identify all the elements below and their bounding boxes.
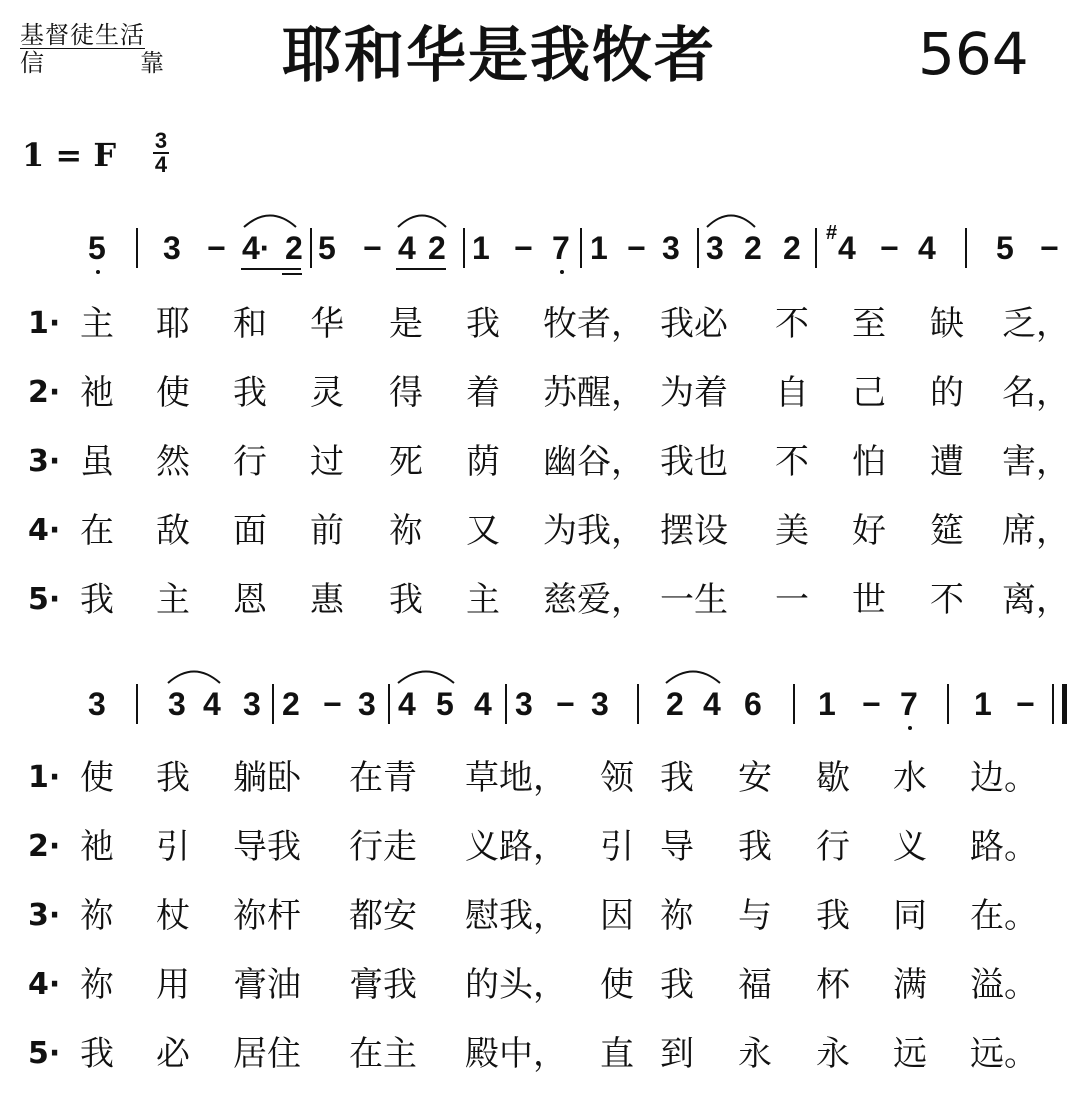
lyric-syllable: 与 — [738, 896, 772, 936]
lyric-syllable: 我 — [389, 580, 423, 620]
barline — [580, 228, 582, 268]
lyric-syllable: 我也 — [660, 442, 728, 482]
lyric-syllable: 行 — [816, 827, 850, 867]
verse-number: 1· — [28, 760, 61, 795]
lyric-syllable: 草地， — [465, 758, 567, 798]
note: 2 — [783, 230, 801, 266]
note: 3 — [88, 686, 106, 722]
barline — [463, 228, 465, 268]
note: 3 — [358, 686, 376, 722]
lyric-syllable: 殿中， — [465, 1034, 567, 1074]
note: 3 — [515, 686, 533, 722]
lyric-syllable: 慰我， — [465, 896, 567, 936]
octave-dot-low — [96, 270, 100, 274]
lyric-syllable: 遭 — [930, 442, 964, 482]
barline — [1062, 684, 1067, 724]
slur-arc — [396, 668, 456, 684]
lyric-verse-1 — [0, 304, 1080, 344]
subcategory-label — [20, 50, 164, 76]
lyric-syllable: 摆设 — [660, 511, 728, 551]
lyric-syllable: 然 — [156, 442, 190, 482]
barline — [965, 228, 967, 268]
verse-number: 2· — [28, 829, 61, 864]
barline — [637, 684, 639, 724]
lyric-syllable: 义路， — [465, 827, 567, 867]
lyric-syllable: 主 — [80, 304, 114, 344]
lyric-syllable: 行 — [233, 442, 267, 482]
lyric-syllable: 主 — [466, 580, 500, 620]
lyric-syllable: 荫 — [466, 442, 500, 482]
lyric-syllable: 为我， — [543, 511, 645, 551]
lyric-syllable: 虽 — [80, 442, 114, 482]
verse-number: 2· — [28, 375, 61, 410]
note: − — [363, 230, 382, 266]
lyric-syllable: 前 — [310, 511, 344, 551]
lyric-syllable: 我 — [816, 896, 850, 936]
note: 5 — [436, 686, 454, 722]
hymn-title: 耶和华是我牧者 — [282, 21, 716, 91]
note: 4· — [242, 230, 271, 266]
note: 4 — [474, 686, 492, 722]
note: 4 — [703, 686, 721, 722]
note: − — [514, 230, 533, 266]
note: 3 — [706, 230, 724, 266]
lyric-syllable: 使 — [156, 373, 190, 413]
lyric-syllable: 美 — [775, 511, 809, 551]
barline — [272, 684, 274, 724]
lyric-syllable: 筵 — [930, 511, 964, 551]
lyric-syllable: 我 — [233, 373, 267, 413]
key-signature: 1 = F — [22, 136, 117, 174]
lyric-syllable: 领 — [600, 758, 634, 798]
lyric-syllable: 因 — [600, 896, 634, 936]
note: 3 — [243, 686, 261, 722]
note: 7 — [552, 230, 570, 266]
lyric-syllable: 引 — [156, 827, 190, 867]
slur-arc — [166, 668, 222, 684]
lyric-syllable: 使 — [600, 965, 634, 1005]
barline — [310, 228, 312, 268]
lyric-syllable: 又 — [466, 511, 500, 551]
lyric-syllable: 名， — [1002, 373, 1070, 413]
lyric-verse-5 — [0, 1034, 1080, 1074]
beam-underline — [241, 268, 301, 270]
beam-underline — [282, 273, 302, 275]
note: 3 — [662, 230, 680, 266]
lyric-syllable: 安 — [738, 758, 772, 798]
verse-number: 4· — [28, 513, 61, 548]
lyric-syllable: 永 — [816, 1034, 850, 1074]
note: 1 — [974, 686, 992, 722]
lyric-syllable: 华 — [310, 304, 344, 344]
lyric-syllable: 我 — [156, 758, 190, 798]
lyric-verse-1 — [0, 758, 1080, 798]
lyric-syllable: 灵 — [310, 373, 344, 413]
lyric-syllable: 满 — [893, 965, 927, 1005]
slur-arc — [396, 212, 448, 228]
verse-number: 1· — [28, 306, 61, 341]
lyric-syllable: 一 — [775, 580, 809, 620]
lyric-syllable: 在 — [80, 511, 114, 551]
lyric-syllable: 义 — [893, 827, 927, 867]
lyric-syllable: 乏， — [1002, 304, 1070, 344]
slur-arc — [664, 668, 722, 684]
lyric-verse-2 — [0, 827, 1080, 867]
lyric-syllable: 祂 — [80, 827, 114, 867]
lyric-syllable: 的 — [930, 373, 964, 413]
lyric-syllable: 祢 — [389, 511, 423, 551]
note: 1 — [590, 230, 608, 266]
note: − — [323, 686, 342, 722]
lyric-verse-5 — [0, 580, 1080, 620]
note: 2 — [282, 686, 300, 722]
category-label: 基督徒生活 — [20, 21, 145, 49]
lyric-syllable: 和 — [233, 304, 267, 344]
lyric-syllable: 躺卧 — [233, 758, 301, 798]
barline — [1052, 684, 1054, 724]
lyric-syllable: 我必 — [660, 304, 728, 344]
lyric-syllable: 祢 — [80, 965, 114, 1005]
lyric-syllable: 自 — [775, 373, 809, 413]
lyric-syllable: 一生 — [660, 580, 728, 620]
lyric-syllable: 苏醒， — [543, 373, 645, 413]
lyric-syllable: 远 — [893, 1034, 927, 1074]
slur-arc — [705, 212, 757, 228]
barline — [793, 684, 795, 724]
barline — [947, 684, 949, 724]
lyric-syllable: 福 — [738, 965, 772, 1005]
lyric-syllable: 居住 — [233, 1034, 301, 1074]
lyric-syllable: 过 — [310, 442, 344, 482]
lyric-syllable: 己 — [852, 373, 886, 413]
lyric-syllable: 不 — [930, 580, 964, 620]
lyric-syllable: 永 — [738, 1034, 772, 1074]
lyric-syllable: 的头， — [465, 965, 567, 1005]
verse-number: 4· — [28, 967, 61, 1002]
lyric-syllable: 离， — [1002, 580, 1070, 620]
lyric-syllable: 面 — [233, 511, 267, 551]
subcategory-left: 信 — [20, 49, 44, 77]
note: 5 — [88, 230, 106, 266]
note: − — [556, 686, 575, 722]
notation-line-1 — [0, 222, 1080, 292]
lyric-syllable: 导 — [660, 827, 694, 867]
lyric-syllable: 祢杆 — [233, 896, 301, 936]
barline — [136, 684, 138, 724]
note: 6 — [744, 686, 762, 722]
lyric-syllable: 我 — [80, 1034, 114, 1074]
note: 2 — [428, 230, 446, 266]
lyric-syllable: 水 — [893, 758, 927, 798]
lyric-syllable: 我 — [466, 304, 500, 344]
lyric-syllable: 我 — [660, 758, 694, 798]
lyric-syllable: 好 — [852, 511, 886, 551]
note: 4 — [398, 230, 416, 266]
lyric-syllable: 杯 — [816, 965, 850, 1005]
lyric-syllable: 远。 — [970, 1034, 1038, 1074]
octave-dot-low — [560, 270, 564, 274]
note: − — [862, 686, 881, 722]
lyric-syllable: 同 — [893, 896, 927, 936]
lyric-syllable: 敌 — [156, 511, 190, 551]
note: 2 — [744, 230, 762, 266]
lyric-syllable: 是 — [389, 304, 423, 344]
barline — [136, 228, 138, 268]
lyric-syllable: 惠 — [310, 580, 344, 620]
barline — [697, 228, 699, 268]
lyric-syllable: 不 — [775, 304, 809, 344]
verse-number: 5· — [28, 582, 61, 617]
lyric-syllable: 膏我 — [349, 965, 417, 1005]
verse-number: 3· — [28, 444, 61, 479]
time-signature — [150, 130, 172, 176]
lyric-syllable: 不 — [775, 442, 809, 482]
note: 5 — [318, 230, 336, 266]
lyric-syllable: 杖 — [156, 896, 190, 936]
lyric-verse-4 — [0, 965, 1080, 1005]
lyric-syllable: 恩 — [233, 580, 267, 620]
note: 2 — [285, 230, 303, 266]
note: − — [627, 230, 646, 266]
note: 4 — [918, 230, 936, 266]
lyric-syllable: 着 — [466, 373, 500, 413]
note: − — [880, 230, 899, 266]
lyric-syllable: 祂 — [80, 373, 114, 413]
notation-line-2 — [0, 688, 1080, 748]
note: 3 — [163, 230, 181, 266]
lyric-syllable: 到 — [660, 1034, 694, 1074]
lyric-verse-4 — [0, 511, 1080, 551]
lyric-syllable: 必 — [156, 1034, 190, 1074]
time-denominator: 4 — [154, 152, 168, 177]
lyric-syllable: 在主 — [349, 1034, 417, 1074]
lyric-syllable: 牧者， — [543, 304, 645, 344]
lyric-syllable: 慈爱， — [543, 580, 645, 620]
lyric-syllable: 至 — [852, 304, 886, 344]
lyric-syllable: 祢 — [80, 896, 114, 936]
note: 2 — [666, 686, 684, 722]
note: − — [207, 230, 226, 266]
lyric-syllable: 导我 — [233, 827, 301, 867]
lyric-verse-3 — [0, 896, 1080, 936]
note: 1 — [818, 686, 836, 722]
lyric-syllable: 耶 — [156, 304, 190, 344]
note: − — [1040, 230, 1059, 266]
note: 3 — [168, 686, 186, 722]
lyric-syllable: 歇 — [816, 758, 850, 798]
verse-number: 5· — [28, 1036, 61, 1071]
lyric-syllable: 路。 — [970, 827, 1038, 867]
lyric-syllable: 席， — [1002, 511, 1070, 551]
barline — [388, 684, 390, 724]
lyric-syllable: 死 — [389, 442, 423, 482]
lyric-syllable: 直 — [600, 1034, 634, 1074]
lyric-syllable: 都安 — [349, 896, 417, 936]
lyric-syllable: 为着 — [660, 373, 728, 413]
lyric-syllable: 在青 — [349, 758, 417, 798]
sharp-sign: # — [826, 222, 838, 244]
lyric-syllable: 我 — [660, 965, 694, 1005]
lyric-syllable: 行走 — [349, 827, 417, 867]
lyric-syllable: 祢 — [660, 896, 694, 936]
barline — [815, 228, 817, 268]
lyric-syllable: 怕 — [852, 442, 886, 482]
lyric-syllable: 主 — [156, 580, 190, 620]
lyric-syllable: 我 — [738, 827, 772, 867]
note: 5 — [996, 230, 1014, 266]
note: 4 — [203, 686, 221, 722]
note: 4 — [838, 230, 856, 266]
verse-number: 3· — [28, 898, 61, 933]
lyric-syllable: 边。 — [970, 758, 1038, 798]
lyric-syllable: 幽谷， — [543, 442, 645, 482]
lyric-verse-2 — [0, 373, 1080, 413]
octave-dot-low — [908, 726, 912, 730]
lyric-syllable: 引 — [600, 827, 634, 867]
note: 4 — [398, 686, 416, 722]
note: 7 — [900, 686, 918, 722]
lyric-syllable: 用 — [156, 965, 190, 1005]
note: − — [1016, 686, 1035, 722]
lyric-verse-3 — [0, 442, 1080, 482]
lyric-syllable: 害， — [1002, 442, 1070, 482]
lyric-syllable: 使 — [80, 758, 114, 798]
beam-underline — [396, 268, 446, 270]
lyric-syllable: 缺 — [930, 304, 964, 344]
lyric-syllable: 我 — [80, 580, 114, 620]
barline — [505, 684, 507, 724]
lyric-syllable: 溢。 — [970, 965, 1038, 1005]
hymn-number: 564 — [918, 20, 1029, 88]
time-numerator: 3 — [154, 128, 168, 153]
note: 1 — [472, 230, 490, 266]
lyric-syllable: 世 — [852, 580, 886, 620]
subcategory-right: 靠 — [140, 49, 164, 77]
lyric-syllable: 膏油 — [233, 965, 301, 1005]
lyric-syllable: 在。 — [970, 896, 1038, 936]
slur-arc — [242, 212, 298, 228]
note: 3 — [591, 686, 609, 722]
lyric-syllable: 得 — [389, 373, 423, 413]
